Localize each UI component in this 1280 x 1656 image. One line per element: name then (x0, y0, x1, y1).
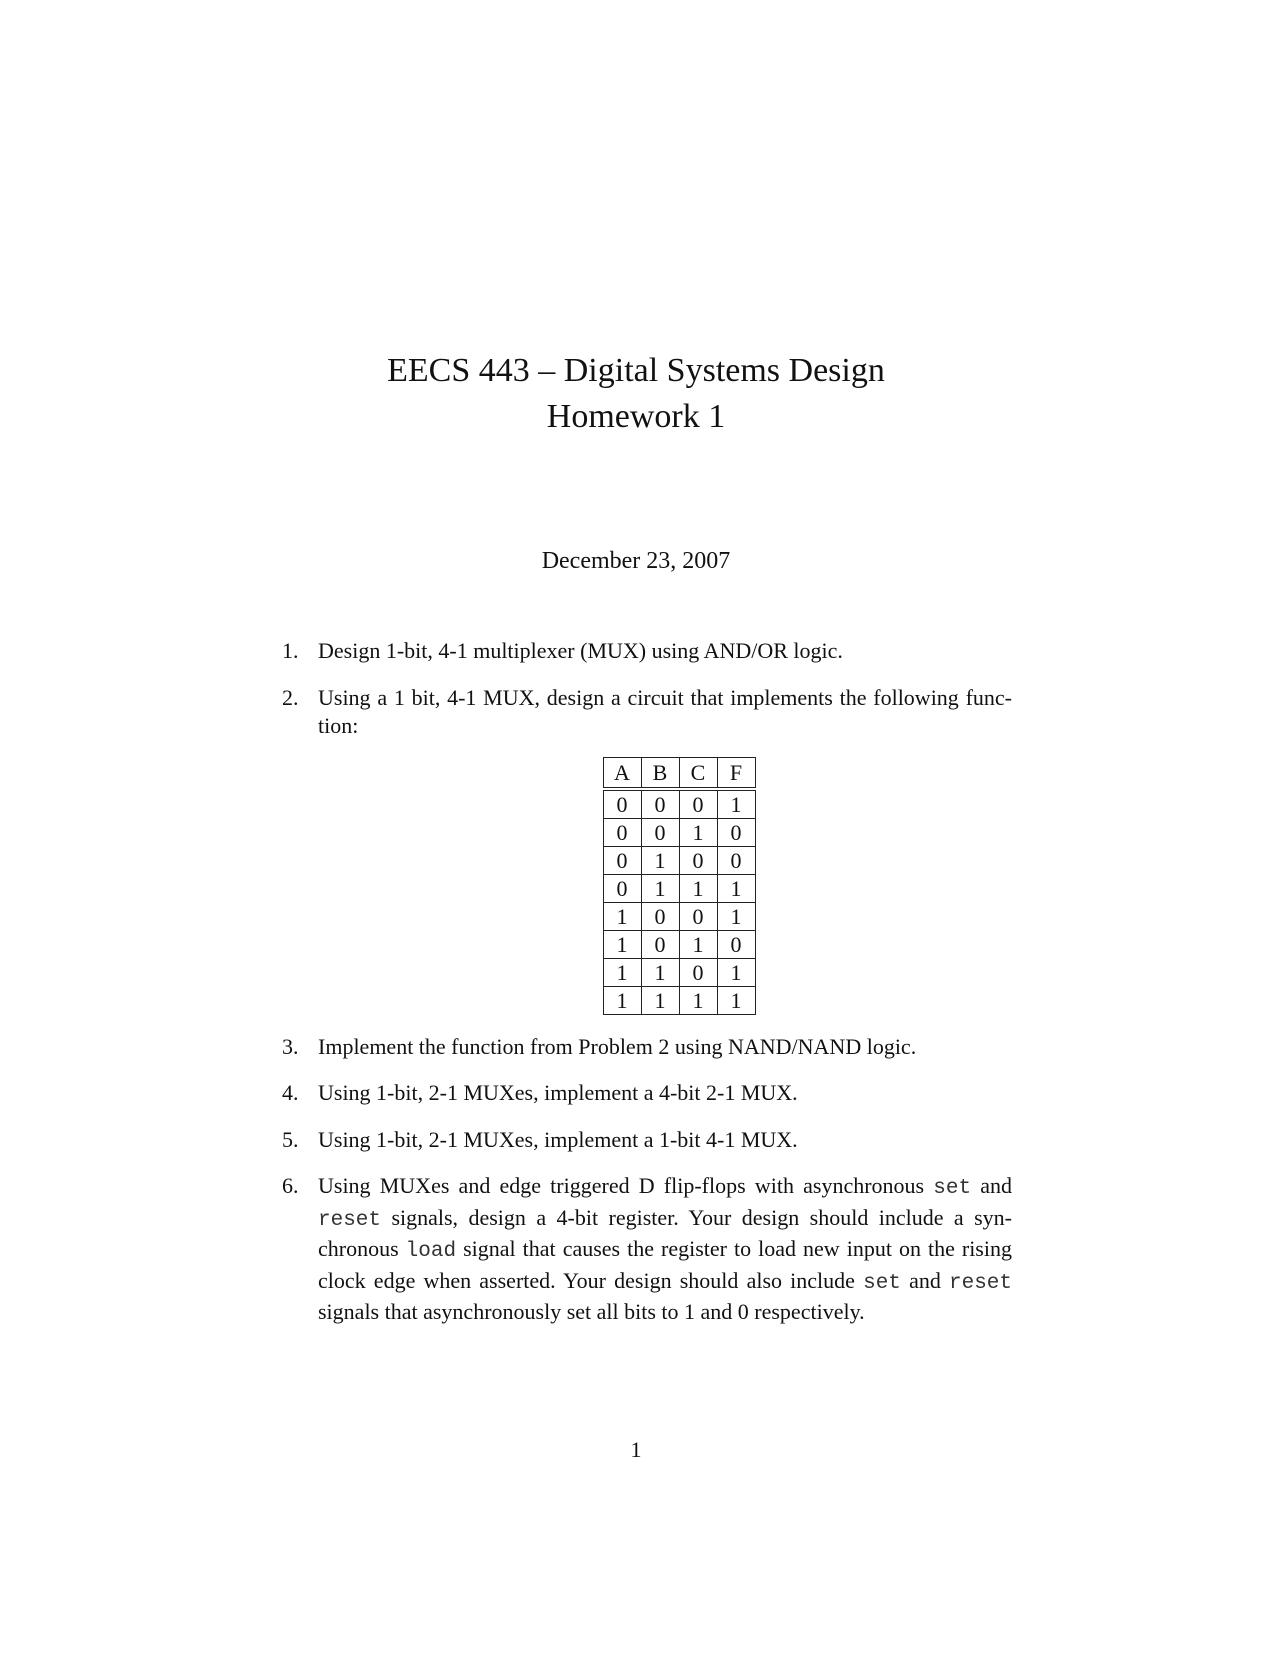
truth-table-header-b: B (641, 757, 679, 789)
truth-table-head (603, 757, 755, 789)
truth-table-cell: 1 (641, 986, 679, 1014)
problem-number: 5. (282, 1126, 299, 1152)
truth-table-cell: 1 (603, 902, 641, 930)
truth-table-row (603, 930, 755, 958)
truth-table-row (603, 818, 755, 846)
problem-text: Design 1-bit, 4-1 multiplexer (MUX) using AND/OR logic. (318, 638, 843, 663)
text-segment: and (900, 1267, 949, 1293)
truth-table-cell: 1 (717, 986, 755, 1014)
problem-text: Using a 1 bit, 4-1 MUX, design a circuit that implements the following func-tion: (318, 684, 1012, 738)
problem-text: Using 1-bit, 2-1 MUXes, implement a 1-bit 4-1 MUX. (318, 1126, 798, 1152)
problem-text: Using 1-bit, 2-1 MUXes, implement a 4-bit 2-1 MUX. (318, 1080, 798, 1105)
text-segment: Using MUXes and edge triggered D flip-flops with asynchronous (318, 1173, 934, 1198)
problem-text: Implement the function from Problem 2 using NAND/NAND logic. (318, 1033, 917, 1059)
problem-number: 2. (282, 684, 299, 710)
truth-table-cell: 0 (641, 818, 679, 846)
truth-table-cell: 0 (603, 818, 641, 846)
homework-title: Homework 1 (546, 398, 726, 435)
truth-table-header-f: F (717, 757, 755, 789)
truth-table-row (603, 902, 755, 930)
problem-1 (282, 637, 1012, 666)
load-signal-code: load (405, 1240, 457, 1263)
problem-number: 1. (282, 638, 299, 663)
document-title-block (0, 348, 1272, 440)
truth-table-cell: 1 (717, 874, 755, 902)
truth-table-row (603, 958, 755, 986)
truth-table-cell: 0 (717, 818, 755, 846)
truth-table-cell: 0 (603, 789, 641, 819)
truth-table-cell: 0 (641, 902, 679, 930)
truth-table-cell: 1 (641, 958, 679, 986)
truth-table-cell: 1 (641, 874, 679, 902)
truth-table-cell: 1 (603, 986, 641, 1014)
truth-table-row (603, 874, 755, 902)
problem-5 (282, 1126, 1012, 1155)
set-signal-code: set (863, 1271, 901, 1295)
truth-table-cell: 1 (679, 818, 717, 846)
truth-table-body (603, 789, 755, 1015)
truth-table-cell: 1 (679, 930, 717, 958)
problem-3 (282, 1033, 1012, 1062)
truth-table-cell: 1 (603, 930, 641, 958)
text-segment: signal that causes the register to load new input on the rising clock edge when asserted. Your design should also include (318, 1236, 1012, 1293)
truth-table-row (603, 986, 755, 1014)
text-segment: signals that asynchronously set all bits to 1 and 0 respectively. (318, 1299, 865, 1324)
truth-table-row (603, 789, 755, 819)
document-date: December 23, 2007 (541, 548, 731, 574)
problem-4 (282, 1079, 1012, 1108)
truth-table-cell: 1 (641, 846, 679, 874)
truth-table-container (318, 757, 1012, 1015)
set-signal-code: set (933, 1177, 972, 1200)
text-segment: signals, design a 4-bit register. Your design should include a syn-chronous (318, 1204, 1012, 1261)
text-segment: and (971, 1173, 1013, 1198)
truth-table-row (603, 846, 755, 874)
truth-table-header-a: A (603, 757, 641, 789)
reset-signal-code: reset (318, 1208, 382, 1232)
truth-table-header-c: C (679, 757, 717, 789)
truth-table-cell: 0 (679, 846, 717, 874)
truth-table-cell: 0 (717, 930, 755, 958)
truth-table-cell: 1 (679, 874, 717, 902)
problem-number: 6. (282, 1173, 299, 1198)
truth-table-cell: 1 (603, 958, 641, 986)
problem-number: 3. (282, 1033, 299, 1059)
truth-table-cell: 1 (679, 986, 717, 1014)
problem-text (318, 1173, 1012, 1324)
truth-table-cell: 0 (603, 846, 641, 874)
problem-2 (282, 684, 1012, 1015)
truth-table-cell: 1 (717, 958, 755, 986)
truth-table-header-row (603, 757, 755, 789)
truth-table-cell: 0 (679, 958, 717, 986)
course-title: EECS 443 – Digital Systems Design (387, 352, 885, 389)
truth-table-cell: 0 (679, 789, 717, 819)
truth-table-cell: 1 (717, 902, 755, 930)
problem-list (282, 637, 1012, 1345)
truth-table-cell: 0 (717, 846, 755, 874)
reset-signal-code: reset (948, 1271, 1012, 1295)
truth-table-cell: 1 (717, 789, 755, 819)
problem-6 (282, 1172, 1012, 1327)
truth-table (603, 757, 756, 1015)
page-number: 1 (630, 1437, 642, 1462)
problem-number: 4. (282, 1080, 299, 1105)
truth-table-cell: 0 (603, 874, 641, 902)
truth-table-cell: 0 (679, 902, 717, 930)
truth-table-cell: 0 (641, 789, 679, 819)
truth-table-cell: 0 (641, 930, 679, 958)
